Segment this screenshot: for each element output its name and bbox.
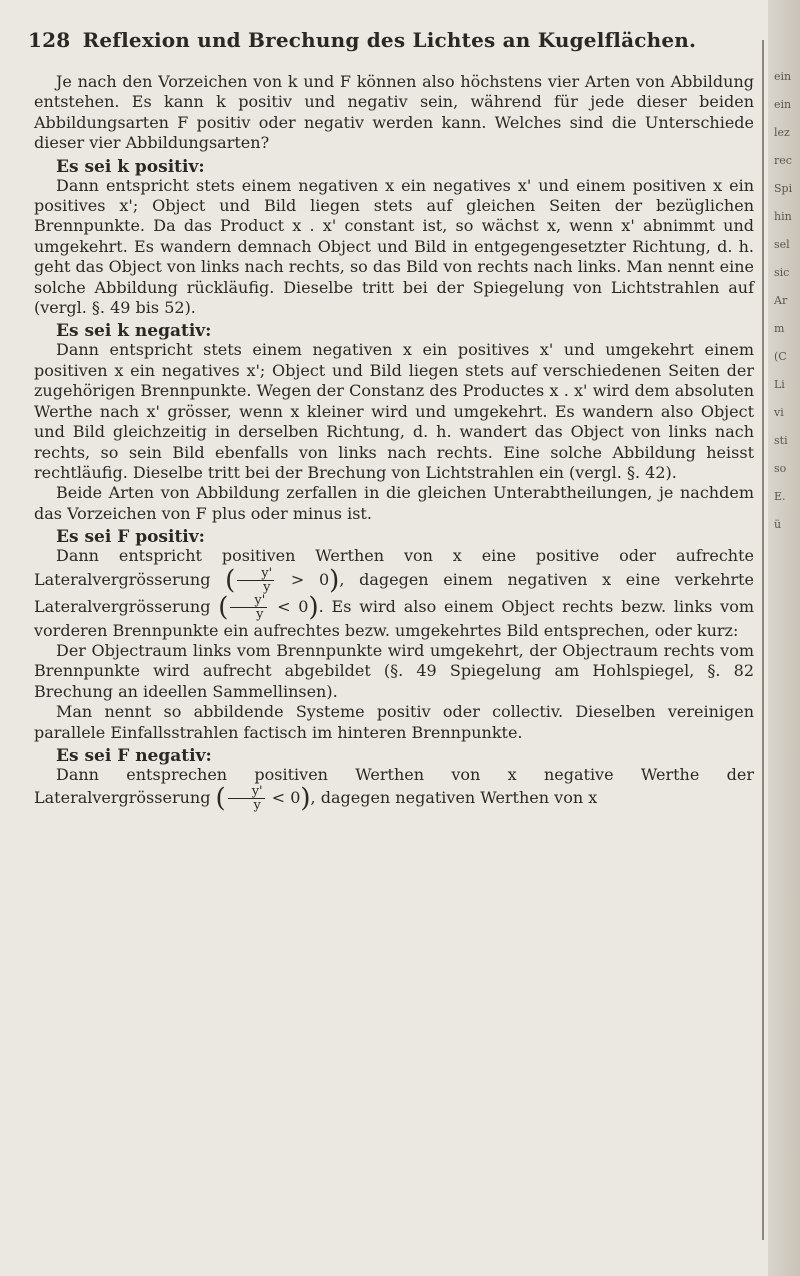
paragraph-text: Dann entspricht positiven Werthen von x eine positive oder aufrechte Lateralvergrösserung <box>34 546 754 589</box>
ratio-fraction <box>228 785 265 812</box>
intro-paragraph: Je nach den Vorzeichen von k und F können also höchstens vier Arten von Abbildung entstehen. Es kann k positiv und negativ sein, während für jede dieser beiden Abbildungsarten F positiv oder negativ werden kann. Welches sind die Unterschiede dieser vier Abbildungsarten? <box>34 72 754 153</box>
section-heading: Es sei F negativ: <box>56 745 212 766</box>
fraction-denominator: y <box>263 579 271 595</box>
margin-fragment: rec <box>774 154 792 167</box>
fraction-numerator: y' <box>228 785 265 799</box>
section-paragraph <box>34 765 754 812</box>
margin-fragment: Li <box>774 378 785 391</box>
fraction-numerator: y' <box>237 567 274 581</box>
section-paragraph: Der Objectraum links vom Brennpunkte wird umgekehrt, der Objectraum rechts vom Brennpunkte wird aufrecht abgebildet (§. 49 Spiegelung am Hohlspiegel, §. 82 Brechung an ideellen Sammellinsen). <box>34 640 754 701</box>
margin-fragment: ü <box>774 518 782 531</box>
margin-fragment: vi <box>774 406 784 419</box>
margin-fragment: hin <box>774 210 792 223</box>
page-header <box>28 28 748 52</box>
section-heading: Es sei F positiv: <box>56 527 205 548</box>
body-text <box>34 72 754 812</box>
margin-fragment: lez <box>774 126 790 139</box>
ratio-fraction <box>237 567 274 594</box>
margin-fragment: ein <box>774 70 792 83</box>
fraction-denominator: y <box>253 798 261 814</box>
margin-fragment: Spi <box>774 182 793 195</box>
page-gutter <box>762 40 764 1240</box>
condition: < 0 <box>277 596 309 616</box>
paragraph-text: , dagegen einem negativen x eine verkehrte Lateralvergrösserung <box>34 569 755 616</box>
section-paragraph: Man nennt so abbildende Systeme positiv oder collectiv. Dieselben vereinigen parallele Einfallsstrahlen factisch im hinteren Brennpunkte. <box>34 702 754 742</box>
adjacent-page-margin <box>768 0 800 1276</box>
page-number: 128 <box>28 28 71 52</box>
section-paragraph: Beide Arten von Abbildung zerfallen in die gleichen Unterabtheilungen, je nachdem das Vorzeichen von F plus oder minus ist. <box>34 483 754 523</box>
condition: > 0 <box>290 569 330 589</box>
section-heading: Es sei k negativ: <box>56 321 212 342</box>
bracket-open: ( <box>215 783 226 814</box>
fraction-denominator: y <box>256 606 264 622</box>
margin-fragment: Ar <box>774 294 788 307</box>
condition: < 0 <box>271 788 301 808</box>
running-title: Reflexion und Brechung des Lichtes an Kugelflächen. <box>82 28 697 52</box>
margin-fragment: sic <box>774 266 790 279</box>
margin-fragment: (C <box>774 350 787 363</box>
ratio-fraction <box>230 594 267 621</box>
margin-fragment: E. <box>774 490 786 503</box>
section-heading: Es sei k positiv: <box>56 156 205 177</box>
paragraph-text: , dagegen negativen Werthen von x <box>310 788 598 808</box>
paragraph-text: . Es wird also einem Object rechts bezw. links vom vorderen Brennpunkte ein aufrechtes bezw. umgekehrtes Bild entsprechen, oder kurz: <box>34 596 755 640</box>
section-paragraph <box>34 546 754 641</box>
bracket-close: ) <box>329 564 340 595</box>
fraction-numerator: y' <box>230 594 267 608</box>
margin-fragment: m <box>774 322 785 335</box>
section-paragraph: Dann entspricht stets einem negativen x ein positives x' und umgekehrt einem positiven x ein negatives x'; Object und Bild liegen stets auf verschiedenen Seiten der zugehörigen Brennpunkte. Wegen der Constanz des Productes x . x' wird dem absoluten Werthe nach x' grösser, wenn x kleiner wird und umgekehrt. Es wandern also Object und Bild gleichzeitig in derselben Richtung, d. h. wandert das Object von links nach rechts, so sein Bild ebenfalls von links nach rechts. Eine solche Abbildung heisst rechtläufig. Dieselbe tritt bei der Brechung von Lichtstrahlen ein (vergl. §. 42). <box>34 340 754 482</box>
bracket-close: ) <box>300 783 311 814</box>
margin-fragment: sel <box>774 238 790 251</box>
margin-fragment: ein <box>774 98 792 111</box>
paragraph-text: Dann entsprechen positiven Werthen von x negative Werthe der Lateralvergrösserung <box>34 764 754 808</box>
bracket-open: ( <box>218 591 229 622</box>
margin-fragment: sti <box>774 434 788 447</box>
bracket-close: ) <box>308 591 319 622</box>
section-paragraph: Dann entspricht stets einem negativen x ein negatives x' und einem positiven x ein positives x'; Object und Bild liegen stets auf gleichen Seiten der bezüglichen Brennpunkte. Da das Product x . x' constant ist, so wächst x, wenn x' abnimmt und umgekehrt. Es wandern demnach Object und Bild in entgegengesetzter Richtung, d. h. geht das Object von links nach rechts, so das Bild von rechts nach links. Man nennt eine solche Abbildung rückläufig. Dieselbe tritt bei der Spiegelung von Lichtstrahlen auf (vergl. §. 49 bis 52). <box>34 175 754 318</box>
bracket-open: ( <box>225 564 236 595</box>
margin-fragment: so <box>774 462 787 475</box>
